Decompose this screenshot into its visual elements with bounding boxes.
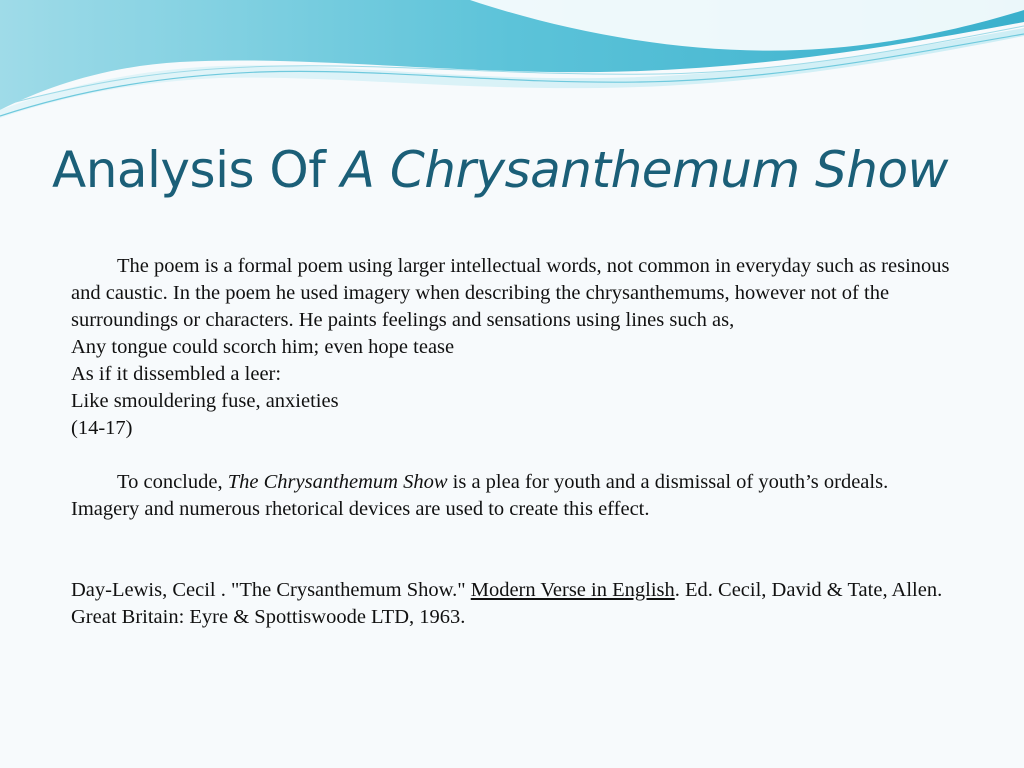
slide-body <box>71 253 951 631</box>
citation-lead: Day-Lewis, Cecil . "The Crysanthemum Show." <box>71 579 471 601</box>
title-italic: A Chrysanthemum Show <box>340 141 948 199</box>
header-wave-decoration <box>0 0 1024 130</box>
citation <box>71 577 951 631</box>
citation-book-title: Modern Verse in English <box>470 579 675 601</box>
paragraph-conclusion <box>71 469 951 523</box>
quote-line: Any tongue could scorch him; even hope tease <box>71 336 455 358</box>
quote-line-reference: (14-17) <box>71 417 133 439</box>
spacer <box>71 523 951 577</box>
slide-title <box>52 140 992 200</box>
citation-rest: . Ed. Cecil, David & Tate, Allen. Great Britain: Eyre & Spottiswoode LTD, 1963. <box>71 579 943 628</box>
paragraph-analysis: The poem is a formal poem using larger intellectual words, not common in everyday such as resinous and caustic. In the poem he used imagery when describing the chrysanthemums, however not of the surroundings or characters. He paints feelings and sensations using lines such as, <box>71 255 950 331</box>
conclusion-rest: is a plea for youth and a dismissal of youth’s ordeals. Imagery and numerous rhetorical devices are used to create this effect. <box>71 471 889 520</box>
conclusion-italic-title: The Chrysanthemum Show <box>227 471 448 493</box>
quote-line: As if it dissembled a leer: <box>71 363 282 385</box>
title-plain: Analysis Of <box>52 141 341 199</box>
quote-line: Like smouldering fuse, anxieties <box>71 390 339 412</box>
spacer <box>71 442 951 469</box>
conclusion-lead: To conclude, <box>117 471 228 493</box>
